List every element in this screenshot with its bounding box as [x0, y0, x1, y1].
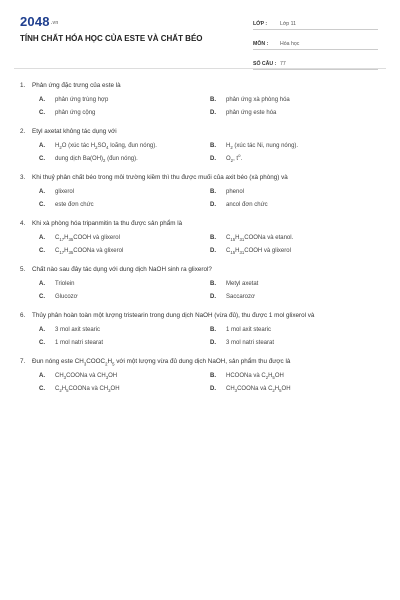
question-number: 4.	[20, 220, 26, 227]
answer-option[interactable]	[39, 373, 210, 379]
option-text: phenol	[226, 189, 245, 195]
question-number: 6.	[20, 312, 26, 319]
option-text: Glucozơ	[55, 294, 78, 300]
question-number: 7.	[20, 358, 26, 365]
option-letter: C.	[39, 294, 45, 300]
question-stem: Thủy phân hoàn toàn một lượng tristearin trong dung dịch NaOH (vừa đủ), thu được 1 mol glixerol và	[32, 312, 315, 319]
option-letter: D.	[210, 294, 216, 300]
option-text: $C_{15}H_{31}COOH$ và glixerol	[226, 248, 291, 256]
question-text	[20, 264, 385, 275]
option-text: $CH_3COONa$ và $CH_3OH$	[55, 373, 118, 381]
option-text: Saccarozơ	[226, 294, 255, 300]
option-text: phản ứng trùng hợp	[55, 97, 109, 103]
answer-option[interactable]	[39, 202, 210, 208]
question-stem: Khi xà phòng hóa tripanmitin ta thu được sản phẩm là	[32, 220, 183, 227]
option-letter: B.	[210, 373, 216, 379]
option-text: $O_2$, $t^o$.	[226, 153, 243, 164]
question-7	[20, 356, 385, 392]
question-6	[20, 310, 385, 346]
option-letter: B.	[210, 143, 216, 149]
answer-option[interactable]	[210, 248, 385, 254]
option-letter: D.	[210, 340, 216, 346]
answer-option[interactable]	[210, 202, 385, 208]
option-letter: B.	[210, 281, 216, 287]
answer-options	[39, 97, 385, 116]
option-letter: B.	[210, 235, 216, 241]
option-text: ancol đơn chức	[226, 202, 268, 208]
site-logo[interactable]	[20, 14, 59, 29]
option-letter: D.	[210, 386, 216, 392]
option-text: 3 mol axit stearic	[55, 327, 101, 333]
question-stem: Khi thuỷ phân chất béo trong môi trường kiềm thì thu được muối của axit béo (xà phòng) và	[32, 174, 288, 181]
option-text: HCOONa và $C_2H_5OH$	[226, 373, 284, 381]
answer-options	[39, 189, 385, 208]
option-letter: C.	[39, 156, 45, 162]
meta-row-class	[253, 15, 378, 30]
answer-option[interactable]	[210, 189, 385, 195]
question-3	[20, 172, 385, 208]
option-letter: B.	[210, 189, 216, 195]
question-stem: Chất nào sau đây tác dụng với dung dịch NaOH sinh ra glixerol?	[32, 266, 212, 273]
option-text: glixerol	[55, 189, 75, 195]
option-text: dung dịch $Ba(OH)_2$ (đun nóng).	[55, 156, 138, 164]
question-number: 3.	[20, 174, 26, 181]
option-letter: A.	[39, 189, 45, 195]
answer-option[interactable]	[39, 189, 210, 195]
answer-option[interactable]	[210, 340, 385, 346]
answer-options	[39, 327, 385, 346]
question-text	[20, 310, 385, 321]
meta-value: Hóa học	[280, 41, 300, 47]
answer-option[interactable]	[210, 110, 385, 116]
option-letter: A.	[39, 373, 45, 379]
question-list	[20, 80, 385, 402]
option-text: $C_{17}H_{35}COONa$ và glixerol	[55, 248, 124, 256]
answer-option[interactable]	[210, 153, 385, 164]
option-letter: C.	[39, 340, 45, 346]
answer-option[interactable]	[39, 143, 210, 149]
option-letter: B.	[210, 327, 216, 333]
question-text	[20, 126, 385, 137]
answer-option[interactable]	[210, 97, 385, 103]
meta-row-subject	[253, 35, 378, 50]
question-text	[20, 172, 385, 183]
option-text: $C_2H_5COONa$ và $CH_3OH$	[55, 386, 120, 394]
answer-option[interactable]	[39, 327, 210, 333]
answer-option[interactable]	[39, 235, 210, 241]
answer-options	[39, 373, 385, 392]
answer-option[interactable]	[39, 156, 210, 162]
option-text: $C_{15}H_{31}COONa$ và etanol.	[226, 235, 294, 243]
option-text: Metyl axetat	[226, 281, 259, 287]
option-letter: A.	[39, 281, 45, 287]
option-letter: A.	[39, 327, 45, 333]
option-letter: D.	[210, 202, 216, 208]
answer-option[interactable]	[39, 340, 210, 346]
answer-options	[39, 281, 385, 300]
answer-option[interactable]	[210, 281, 385, 287]
question-number: 5.	[20, 266, 26, 273]
option-text: $H_2$ (xúc tác Ni, nung nóng).	[226, 143, 299, 151]
question-number: 1.	[20, 82, 26, 89]
option-letter: C.	[39, 110, 45, 116]
answer-option[interactable]	[39, 110, 210, 116]
option-letter: A.	[39, 97, 45, 103]
answer-options	[39, 235, 385, 254]
option-letter: A.	[39, 235, 45, 241]
answer-option[interactable]	[39, 248, 210, 254]
option-letter: C.	[39, 248, 45, 254]
meta-label: SỐ CÂU :	[253, 61, 277, 67]
option-letter: A.	[39, 143, 45, 149]
answer-option[interactable]	[210, 143, 385, 149]
question-text	[20, 356, 385, 367]
question-text	[20, 80, 385, 91]
question-1	[20, 80, 385, 116]
logo-text: 2048	[20, 14, 50, 29]
meta-value: Lớp 11	[280, 21, 296, 27]
option-text: 1 mol axit stearic	[226, 327, 272, 333]
answer-option[interactable]	[39, 281, 210, 287]
question-number: 2.	[20, 128, 26, 135]
option-text: $CH_3COONa$ và $C_2H_5OH$	[226, 386, 291, 394]
answer-option[interactable]	[39, 97, 210, 103]
option-letter: D.	[210, 156, 216, 162]
answer-option[interactable]	[210, 386, 385, 392]
meta-label: MÔN :	[253, 41, 269, 47]
answer-option[interactable]	[210, 235, 385, 241]
question-stem: Phản ứng đặc trưng của este là	[32, 82, 121, 89]
answer-option[interactable]	[210, 327, 385, 333]
option-text: 1 mol natri stearat	[55, 340, 104, 346]
header-divider	[14, 68, 386, 69]
logo-domain: .vn	[50, 19, 59, 26]
option-text: 3 mol natri stearat	[226, 340, 275, 346]
option-text: phản ứng xà phòng hóa	[226, 97, 290, 103]
option-letter: B.	[210, 97, 216, 103]
question-text	[20, 218, 385, 229]
option-letter: C.	[39, 386, 45, 392]
option-text: $C_{17}H_{35}COOH$ và glixerol	[55, 235, 120, 243]
option-text: phản ứng este hóa	[226, 110, 277, 116]
option-letter: D.	[210, 248, 216, 254]
answer-option[interactable]	[39, 386, 210, 392]
answer-option[interactable]	[210, 373, 385, 379]
option-text: phản ứng cộng	[55, 110, 96, 116]
worksheet-title: TÍNH CHẤT HÓA HỌC CỦA ESTE VÀ CHẤT BÉO	[20, 34, 203, 43]
option-text: Triolein	[55, 281, 75, 287]
answer-option[interactable]	[210, 294, 385, 300]
question-stem: Etyl axetat không tác dụng với	[32, 128, 117, 135]
option-letter: D.	[210, 110, 216, 116]
question-stem: Đun nóng este $CH_3COOC_2H_5$ với một lượng vừa đủ dung dịch NaOH, sản phẩm thu được là	[32, 358, 291, 367]
option-text: este đơn chức	[55, 202, 94, 208]
meta-value: 77	[280, 61, 286, 67]
option-text: $H_2O$ (xúc tác $H_2SO_4$ loãng, đun nóng).	[55, 143, 157, 151]
question-4	[20, 218, 385, 254]
question-2	[20, 126, 385, 162]
meta-label: LỚP :	[253, 21, 268, 27]
option-letter: C.	[39, 202, 45, 208]
answer-option[interactable]	[39, 294, 210, 300]
worksheet-meta	[253, 15, 378, 75]
question-5	[20, 264, 385, 300]
answer-options	[39, 143, 385, 162]
